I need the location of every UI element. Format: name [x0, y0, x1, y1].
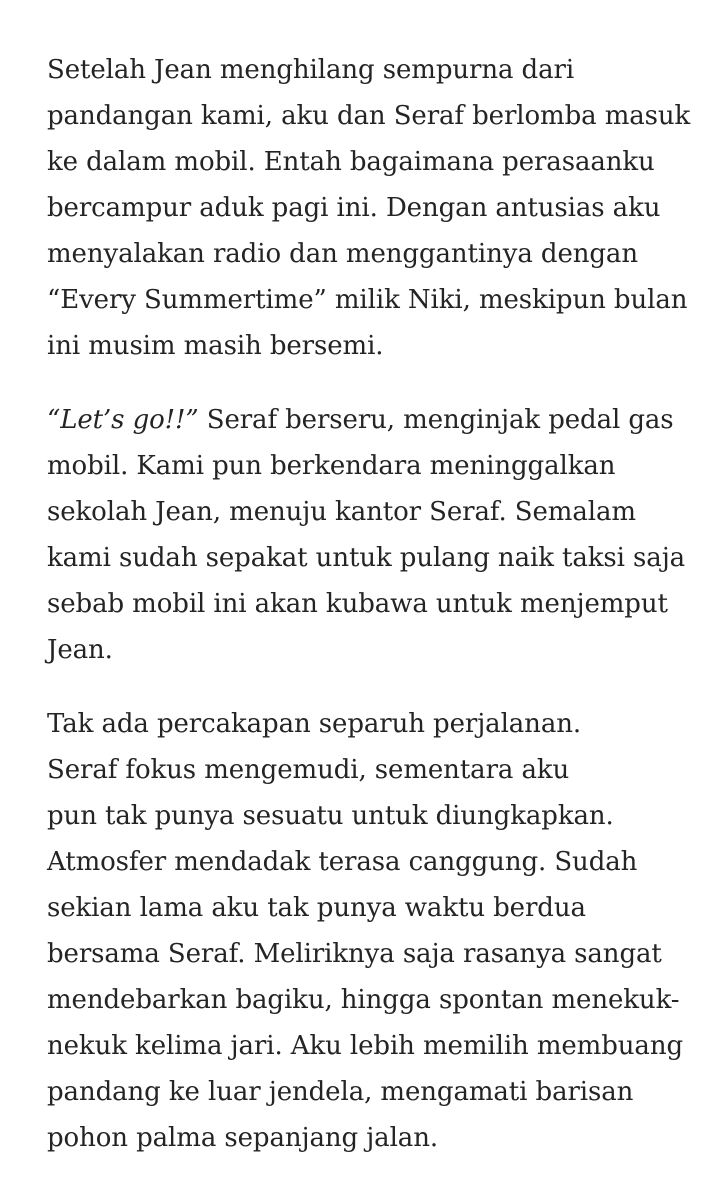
article-body — [47, 47, 691, 1189]
text-line: bersama Seraf. Meliriknya saja rasanya sangat — [47, 939, 662, 969]
text-line: Jean. — [47, 635, 113, 665]
text-line: mobil. Kami pun berkendara meninggalkan — [47, 451, 616, 481]
text-line: mendebarkan bagiku, hingga spontan menekuk- — [47, 985, 680, 1015]
paragraph-1 — [47, 47, 691, 369]
dialogue-narration: Seraf berseru, menginjak pedal gas — [198, 405, 674, 435]
text-line: ke dalam mobil. Entah bagaimana perasaanku — [47, 147, 655, 177]
text-line: “Every Summertime” milik Niki, meskipun bulan — [47, 285, 688, 315]
text-line: Seraf fokus mengemudi, sementara aku — [47, 755, 570, 785]
text-line: sebab mobil ini akan kubawa untuk menjemput — [47, 589, 668, 619]
paragraph-2 — [47, 397, 687, 673]
text-line: sekolah Jean, menuju kantor Seraf. Semalam — [47, 497, 636, 527]
text-line: kami sudah sepakat untuk pulang naik taksi saja — [47, 543, 686, 573]
text-line: sekian lama aku tak punya waktu berdua — [47, 893, 586, 923]
text-line: pun tak punya sesuatu untuk diungkapkan. — [47, 801, 614, 831]
paragraph-3 — [47, 701, 687, 1161]
text-line: pohon palma sepanjang jalan. — [47, 1123, 439, 1153]
text-line: ini musim masih bersemi. — [47, 331, 384, 361]
text-line: pandangan kami, aku dan Seraf berlomba masuk — [47, 101, 691, 131]
text-line: bercampur aduk pagi ini. Dengan antusias aku — [47, 193, 661, 223]
dialogue-quote: “Let’s go!!” — [47, 405, 199, 435]
text-line: menyalakan radio dan menggantinya dengan — [47, 239, 638, 269]
text-line: Atmosfer mendadak terasa canggung. Sudah — [47, 847, 638, 877]
text-line: Setelah Jean menghilang sempurna dari — [47, 55, 575, 85]
text-line: nekuk kelima jari. Aku lebih memilih membuang — [47, 1031, 684, 1061]
text-line: pandang ke luar jendela, mengamati barisan — [47, 1077, 634, 1107]
text-line: Tak ada percakapan separuh perjalanan. — [47, 709, 582, 739]
text-line-first — [47, 397, 687, 443]
